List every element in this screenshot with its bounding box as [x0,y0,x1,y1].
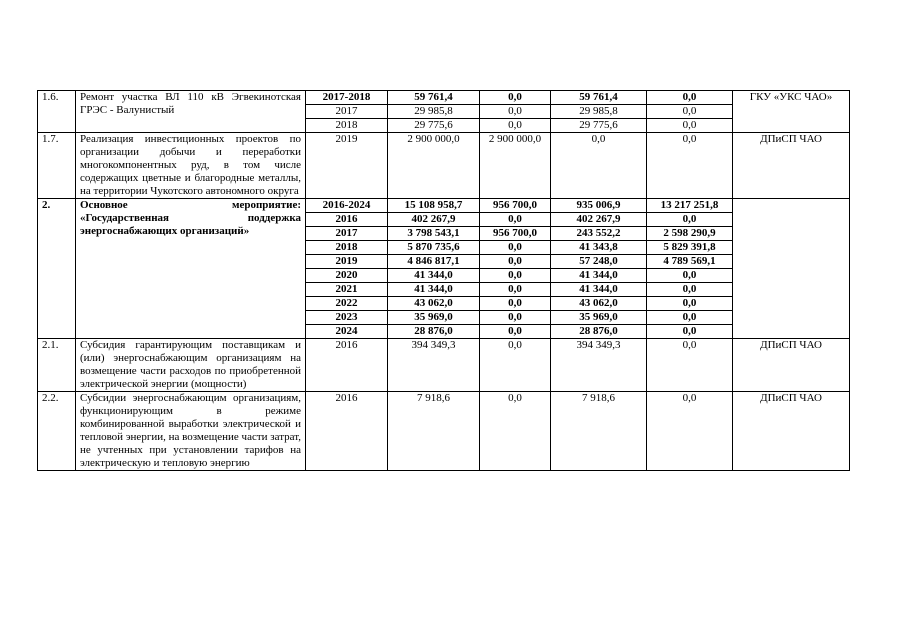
year-cell: 2019 [306,255,388,269]
value-cell: 0,0 [480,269,551,283]
value-cell: 0,0 [480,105,551,119]
measure-name-line: Основное мероприятие: [80,199,301,211]
value-cell: 0,0 [480,91,551,105]
measure-name: Ремонт участка ВЛ 110 кВ Эгвекинотская ГРЭС - Валунистый [76,91,306,133]
value-cell: 43 062,0 [551,297,647,311]
total-cell: 29 985,8 [388,105,480,119]
value-cell: 0,0 [480,392,551,471]
total-cell: 7 918,6 [388,392,480,471]
value-cell: 0,0 [480,339,551,392]
value-cell: 2 900 000,0 [480,133,551,199]
value-cell: 0,0 [480,311,551,325]
year-cell: 2017 [306,227,388,241]
value-cell: 0,0 [647,105,733,119]
value-cell: 57 248,0 [551,255,647,269]
total-cell: 28 876,0 [388,325,480,339]
responsible-cell [733,199,850,339]
total-cell: 35 969,0 [388,311,480,325]
value-cell: 5 829 391,8 [647,241,733,255]
value-cell: 0,0 [480,297,551,311]
total-cell: 15 108 958,7 [388,199,480,213]
total-cell: 29 775,6 [388,119,480,133]
value-cell: 0,0 [647,339,733,392]
value-cell: 29 775,6 [551,119,647,133]
total-cell: 402 267,9 [388,213,480,227]
value-cell: 935 006,9 [551,199,647,213]
value-cell: 394 349,3 [551,339,647,392]
value-cell: 41 343,8 [551,241,647,255]
year-cell: 2016 [306,213,388,227]
value-cell: 0,0 [647,325,733,339]
value-cell: 4 789 569,1 [647,255,733,269]
value-cell: 7 918,6 [551,392,647,471]
row-number: 2.1. [38,339,76,392]
measure-name: Субсидия гарантирующим поставщикам и (или) энергоснабжающим организациям на возмещение части расходов по приобретенной электрической энергии (мощности) [76,339,306,392]
responsible-cell: ГКУ «УКС ЧАО» [733,91,850,133]
year-cell: 2018 [306,241,388,255]
year-cell: 2020 [306,269,388,283]
value-cell: 0,0 [647,213,733,227]
row-number: 2. [38,199,76,339]
measure-name: Субсидии энергоснабжающим организациям, функционирующим в режиме комбинированной выработки электрической и тепловой энергии, на возмещение части затрат, не учтенных при установлении тарифов на электрическую и тепловую энергию [76,392,306,471]
value-cell: 29 985,8 [551,105,647,119]
total-cell: 4 846 817,1 [388,255,480,269]
value-cell: 2 598 290,9 [647,227,733,241]
year-cell: 2022 [306,297,388,311]
year-cell: 2024 [306,325,388,339]
value-cell: 0,0 [647,133,733,199]
value-cell: 956 700,0 [480,227,551,241]
year-cell: 2016-2024 [306,199,388,213]
value-cell: 28 876,0 [551,325,647,339]
value-cell: 41 344,0 [551,269,647,283]
value-cell: 41 344,0 [551,283,647,297]
total-cell: 3 798 543,1 [388,227,480,241]
value-cell: 0,0 [551,133,647,199]
table-row [38,392,850,471]
program-table [37,90,850,471]
year-cell: 2021 [306,283,388,297]
total-cell: 43 062,0 [388,297,480,311]
value-cell: 0,0 [647,269,733,283]
total-cell: 394 349,3 [388,339,480,392]
responsible-cell: ДПиСП ЧАО [733,392,850,471]
value-cell: 0,0 [480,255,551,269]
row-number: 1.6. [38,91,76,133]
value-cell: 0,0 [647,283,733,297]
value-cell: 35 969,0 [551,311,647,325]
value-cell: 0,0 [647,392,733,471]
total-cell: 5 870 735,6 [388,241,480,255]
measure-name: Реализация инвестиционных проектов по организации добычи и переработки многокомпонентных руд, в том числе содержащих цветные и благородные металлы, на территории Чукотского автономного округа [76,133,306,199]
value-cell: 956 700,0 [480,199,551,213]
value-cell: 0,0 [647,91,733,105]
measure-name-line: энергоснабжающих организаций» [80,225,250,237]
total-cell: 41 344,0 [388,283,480,297]
year-cell: 2017-2018 [306,91,388,105]
table-row [38,339,850,392]
value-cell: 0,0 [647,119,733,133]
value-cell: 402 267,9 [551,213,647,227]
value-cell: 243 552,2 [551,227,647,241]
total-cell: 41 344,0 [388,269,480,283]
value-cell: 59 761,4 [551,91,647,105]
year-cell: 2017 [306,105,388,119]
value-cell: 0,0 [647,311,733,325]
row-number: 1.7. [38,133,76,199]
year-cell: 2019 [306,133,388,199]
value-cell: 0,0 [647,297,733,311]
value-cell: 0,0 [480,241,551,255]
value-cell: 0,0 [480,283,551,297]
year-cell: 2018 [306,119,388,133]
table-row [38,91,850,105]
year-cell: 2016 [306,339,388,392]
value-cell: 13 217 251,8 [647,199,733,213]
table-row [38,199,850,213]
measure-name [76,199,306,339]
measure-name-line: «Государственная поддержка [80,212,301,224]
total-cell: 59 761,4 [388,91,480,105]
table-row [38,133,850,199]
year-cell: 2023 [306,311,388,325]
responsible-cell: ДПиСП ЧАО [733,339,850,392]
year-cell: 2016 [306,392,388,471]
row-number: 2.2. [38,392,76,471]
total-cell: 2 900 000,0 [388,133,480,199]
value-cell: 0,0 [480,325,551,339]
value-cell: 0,0 [480,213,551,227]
value-cell: 0,0 [480,119,551,133]
responsible-cell: ДПиСП ЧАО [733,133,850,199]
